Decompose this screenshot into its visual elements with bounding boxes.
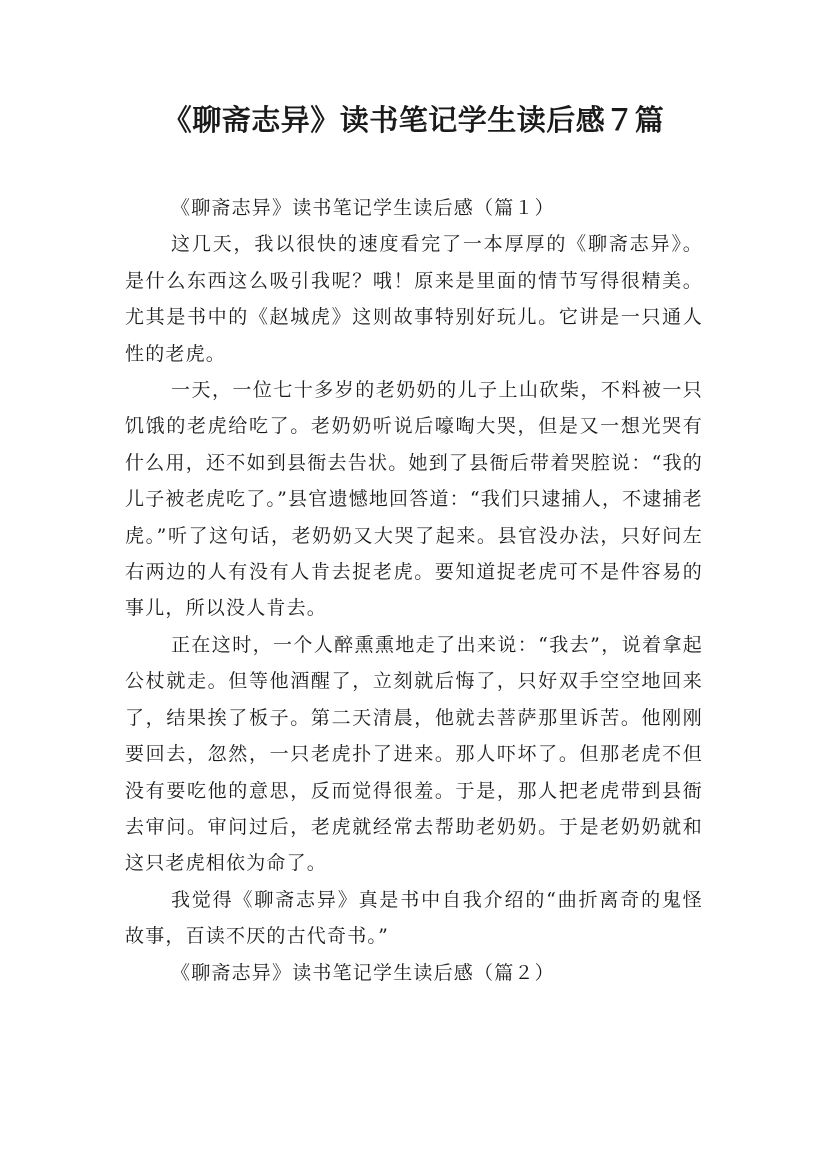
section-heading-1: 《聊斋志异》读书笔记学生读后感（篇１）	[171, 197, 555, 219]
paragraph-3: 正在这时，一个人醉熏熏地走了出来说：“我去”，说着拿起公杖就走。但等他酒醒了，立刻就后悔了，只好双手空空地回来了，结果挨了板子。第二天清晨，他就去菩萨那里诉苦。他刚刚要回去，忽然，一只老虎扑了进来。那人吓坏了。但那老虎不但没有要吃他的意思，反而觉得很羞。于是，那人把老虎带到县衙去审问。审问过后，老虎就经常去帮助老奶奶。于是老奶奶就和这只老虎相依为命了。	[125, 633, 703, 875]
section-heading-2: 《聊斋志异》读书笔记学生读后感（篇２）	[171, 961, 555, 984]
page-title: 《聊斋志异》读书笔记学生读后感７篇	[162, 103, 665, 137]
document-body	[125, 190, 703, 991]
paragraph-4: 我觉得《聊斋志异》真是书中自我介绍的“曲折离奇的鬼怪故事，百读不厌的古代奇书。”	[125, 888, 703, 948]
paragraph-2: 一天，一位七十多岁的老奶奶的儿子上山砍柴，不料被一只饥饿的老虎给吃了。老奶奶听说后嚎啕大哭，但是又一想光哭有什么用，还不如到县衙去告状。她到了县衙后带着哭腔说：“我的儿子被老虎吃了。”县官遗憾地回答道：“我们只逮捕人，不逮捕老虎。”听了这句话，老奶奶又大哭了起来。县官没办法，只好问左右两边的人有没有人肯去捉老虎。要知道捉老虎可不是件容易的事儿，所以没人肯去。	[125, 379, 703, 620]
paragraph-1: 这几天，我以很快的速度看完了一本厚厚的《聊斋志异》。是什么东西这么吸引我呢？哦！原来是里面的情节写得很精美。尤其是书中的《赵城虎》这则故事特别好玩儿。它讲是一只通人性的老虎。	[125, 233, 703, 365]
